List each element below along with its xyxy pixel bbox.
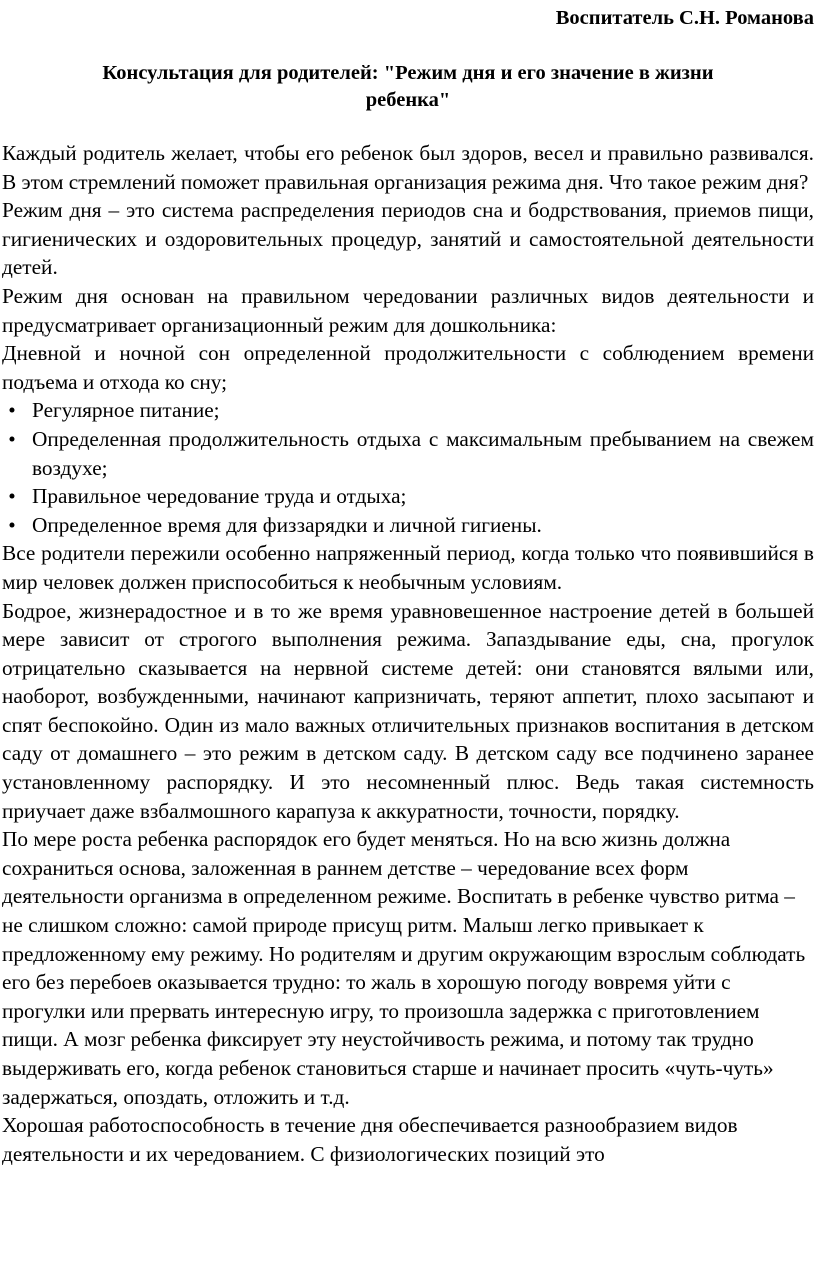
author-line: Воспитатель С.Н. Романова (555, 7, 814, 29)
document-title-line-1: Консультация для родителей: "Режим дня и его значение в жизни (102, 62, 714, 84)
regime-bullet-list (2, 396, 814, 539)
paragraph-mood: Бодрое, жизнерадостное и в то же время уравновешенное настроение детей в большей мере зависит от строгого выполнения режима. Запаздывание еды, сна, прогулок отрицательно сказывается на нервной системе детей: они становятся вялыми или, наоборот, возбужденными, начинают капризничать, теряют аппетит, плохо засыпают и спят беспокойно. Один из мало важных отличительных признаков воспитания в детском саду от домашнего – это режим в детском саду. В детском саду все подчинено заранее установленному распорядку. И это несомненный плюс. Ведь такая системность приучает даже взбалмошного карапуза к аккуратности, точности, порядку. (2, 598, 814, 823)
paragraph-definition: Режим дня – это система распределения периодов сна и бодрствования, приемов пищи, гигиенических и оздоровительных процедур, занятий и самостоятельной деятельности детей. (2, 198, 814, 280)
list-item (2, 425, 814, 482)
paragraph-basis: Режим дня основан на правильном чередовании различных видов деятельности и предусматривает организационный режим для дошкольника: (2, 283, 814, 337)
paragraph-workability: Хорошая работоспособность в течение дня обеспечивается разнообразием видов деятельности и их чередованием. С физиологических позиций это (2, 1113, 738, 1166)
document-title (0, 60, 816, 114)
paragraph-intro: Каждый родитель желает, чтобы его ребенок был здоров, весел и правильно развивался. В этом стремлений поможет правильная организация режима дня. Что такое режим дня? (2, 141, 814, 194)
list-item-text: Определенная продолжительность отдыха с максимальным пребыванием на свежем воздухе; (32, 426, 814, 480)
document-title-line-2: ребенка" (365, 89, 451, 111)
document-body (2, 139, 814, 1168)
list-item (2, 482, 814, 511)
list-item-text: Регулярное питание; (32, 398, 220, 423)
paragraph-parents-period: Все родители пережили особенно напряженный период, когда только что появившийся в мир человек должен приспособиться к необычным условиям. (2, 541, 814, 594)
list-item (2, 396, 814, 425)
bullet-icon: • (8, 512, 16, 537)
list-item-text: Правильное чередование труда и отдыха; (32, 484, 407, 509)
paragraph-growth: По мере роста ребенка распорядок его будет меняться. Но на всю жизнь должна сохраниться основа, заложенная в раннем детстве – чередование всех форм деятельности организма в определенном режиме. Воспитать в ребенке чувство ритма – не слишком сложно: самой природе присущ ритм. Малыш легко привыкает к предложенному ему режиму. Но родителям и другим окружающим взрослым соблюдать его без перебоев оказывается трудно: то жаль в хорошую погоду вовремя уйти с прогулки или прервать интересную игру, то произошла задержка с приготовлением пищи. А мозг ребенка фиксирует эту неустойчивость режима, и потому так трудно выдерживать его, когда ребенок становиться старше и начинает просить «чуть-чуть» задержаться, опоздать, отложить и т.д. (2, 827, 806, 1109)
list-item-text: Определенное время для физзарядки и личной гигиены. (32, 512, 542, 537)
paragraph-sleep: Дневной и ночной сон определенной продолжительности с соблюдением времени подъема и отхода ко сну; (2, 341, 814, 394)
bullet-icon: • (8, 398, 16, 423)
bullet-icon: • (8, 484, 16, 509)
bullet-icon: • (8, 426, 16, 451)
list-item (2, 511, 814, 540)
